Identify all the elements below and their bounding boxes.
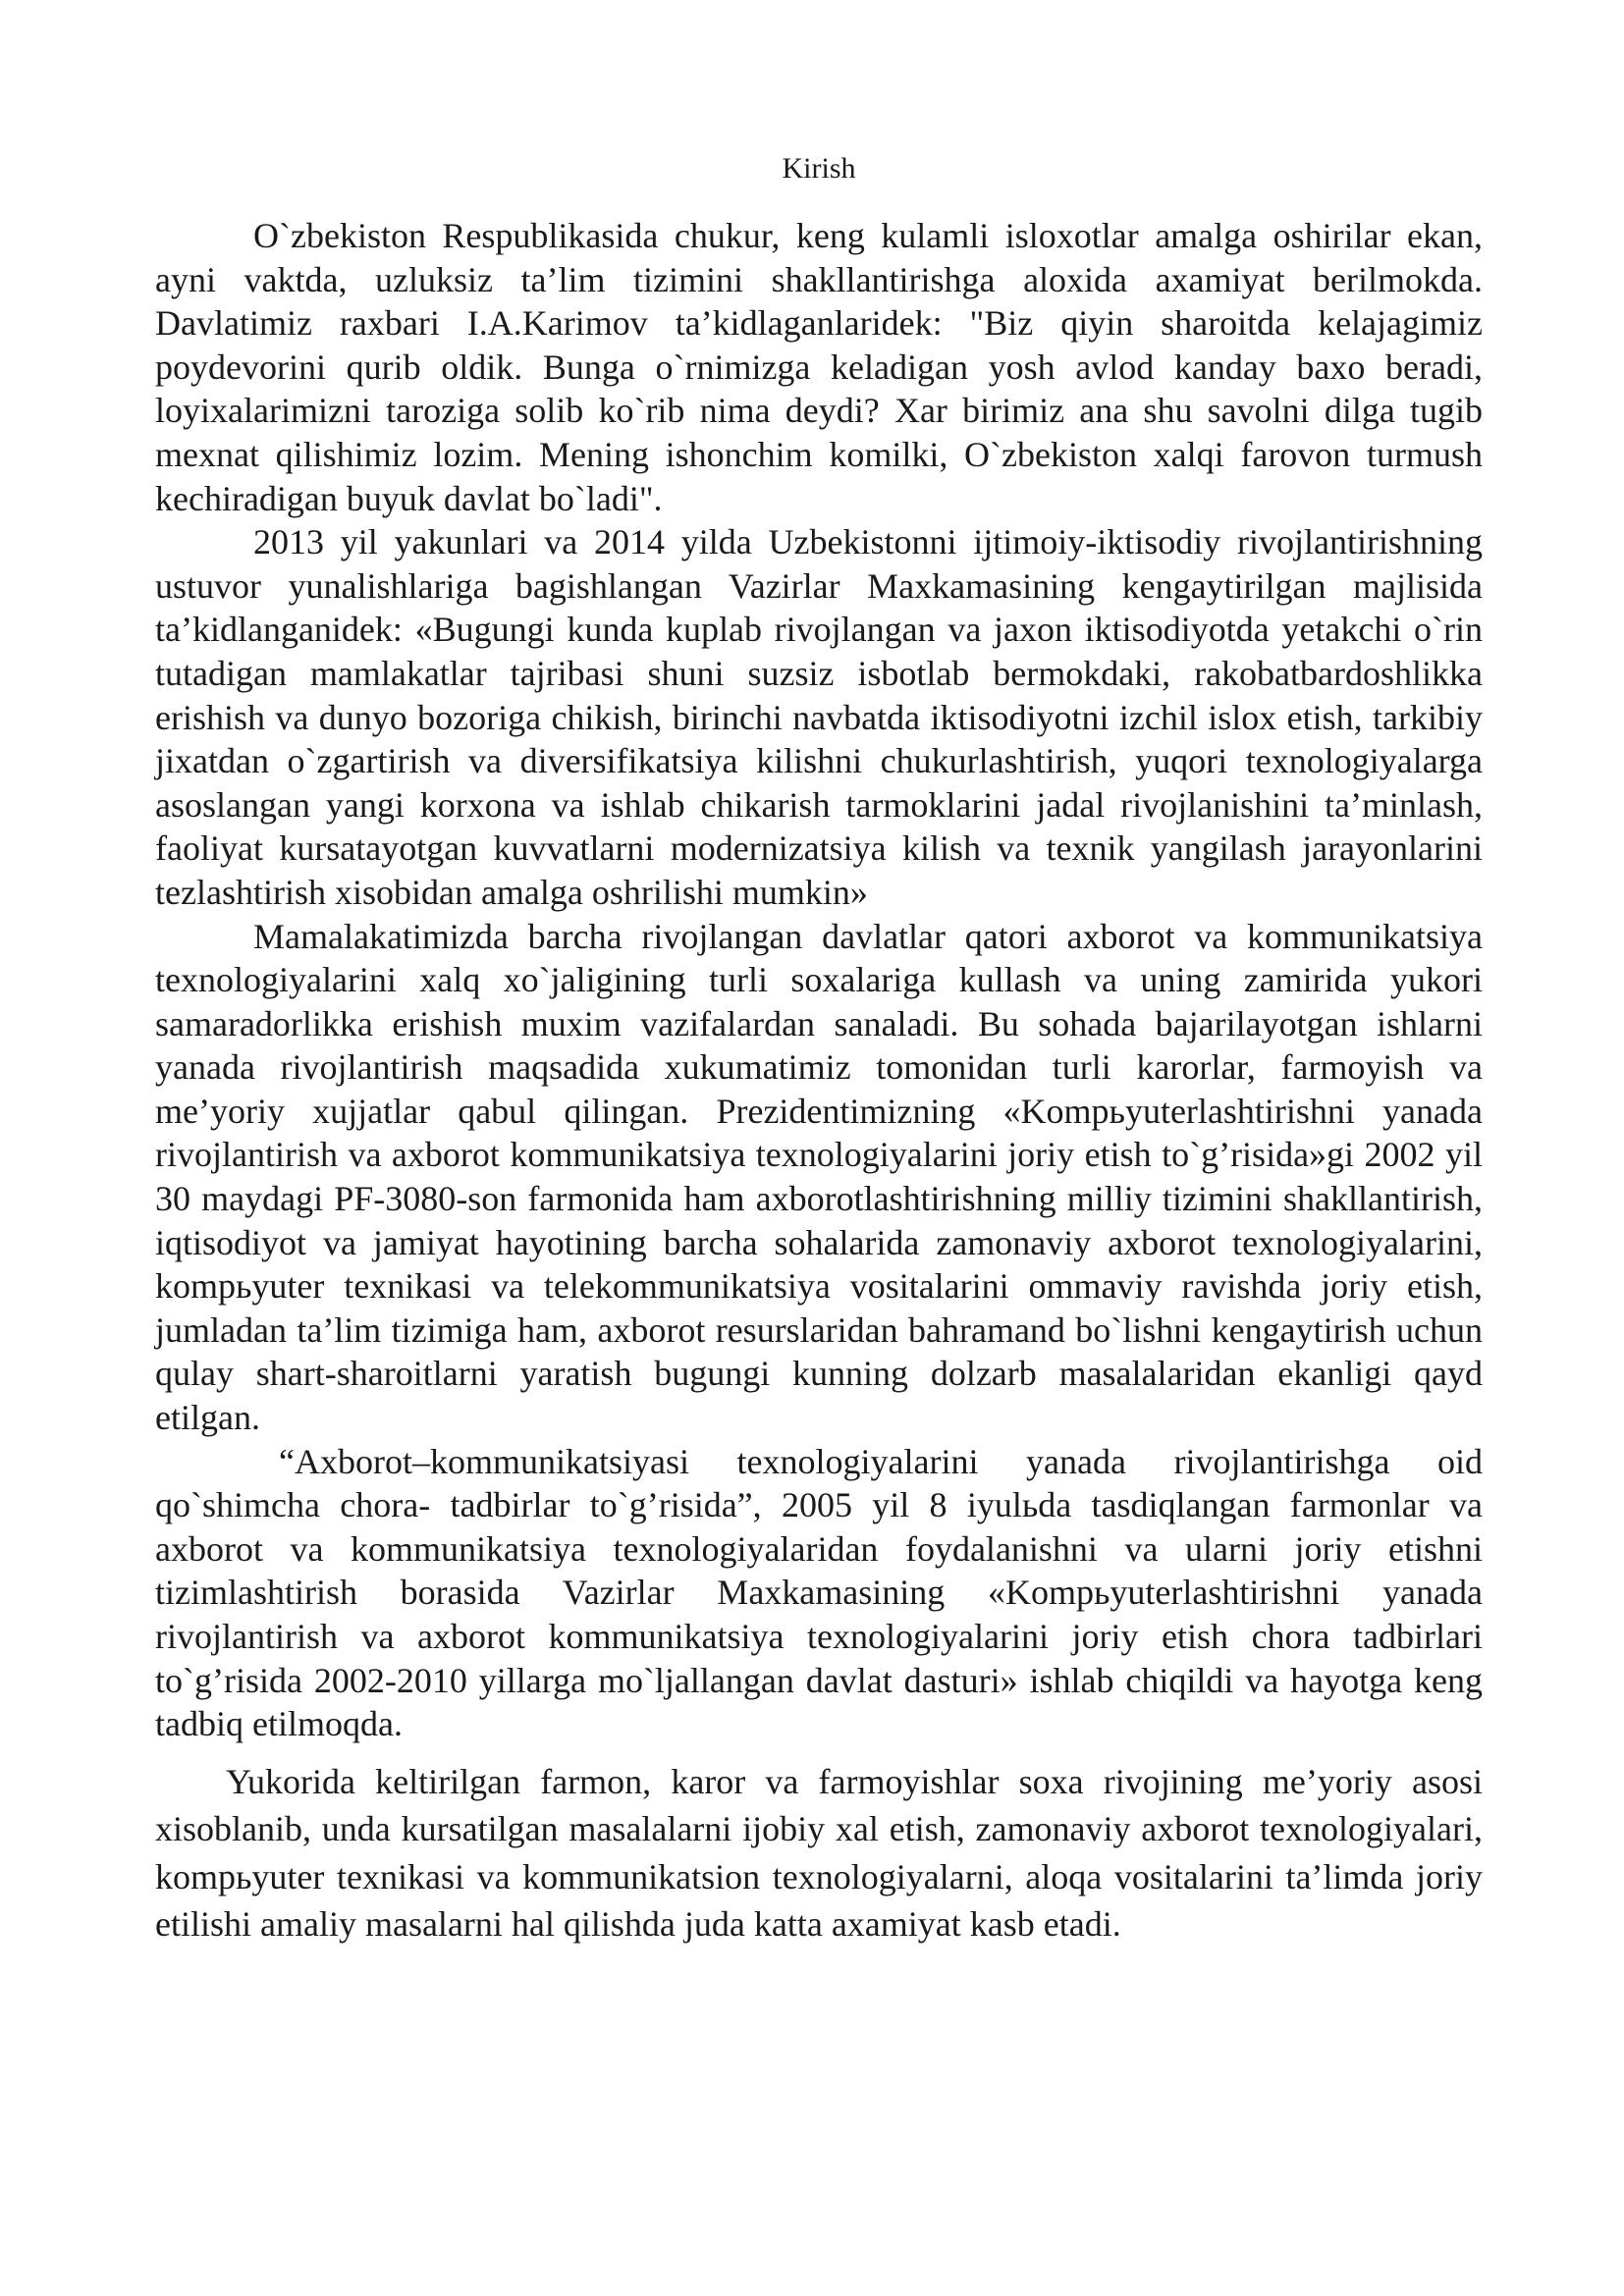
paragraph-2: 2013 yil yakunlari va 2014 yilda Uzbekistonni ijtimoiy-iktisodiy rivojlantirishning ustuvor yunalishlariga bagishlangan Vazirlar Maxkamasining kengaytirilgan majlisida ta’kidlanganidek: «Bugungi kunda kuplab rivojlangan va jaxon iktisodiyotda yetakchi o`rin tutadigan mamlakatlar tajribasi shuni suzsiz isbotlab bermokdaki, rakobatbardoshlikka erishish va dunyo bozoriga chikish, birinchi navbatda iktisodiyotni izchil islox etish, tarkibiy jixatdan o`zgartirish va diversifikatsiya kilishni chukurlashtirish, yuqori texnologiyalarga asoslangan yangi korxona va ishlab chikarish tarmoklarini jadal rivojlanishini ta’minlash, faoliyat kursatayotgan kuvvatlarni modernizatsiya kilish va texnik yangilash jarayonlarini tezlashtirish xisobidan amalga oshrilishi mumkin» (155, 522, 1483, 912)
paragraph-5: Yukorida keltirilgan farmon, karor va farmoyishlar soxa rivojining me’yoriy asosi xisoblanib, unda kursatilgan masalalarni ijobiy xal etish, zamonaviy axborot texnologiyalari, kompьyuter texnikasi va kommunikatsion texnologiyalarni, aloqa vositalarini ta’limda joriy etilishi amaliy masalarni hal qilishda juda katta axamiyat kasb etadi. (155, 1761, 1483, 1944)
document-page (155, 147, 1483, 1948)
paragraph-1: O`zbekiston Respublikasida chukur, keng kulamli isloxotlar amalga oshirilar ekan, ayni vaktda, uzluksiz ta’lim tizimini shakllantirishga aloxida axamiyat berilmokda. Davlatimiz raxbari I.A.Karimov ta’kidlaganlaridek: "Biz qiyin sharoitda kelajagimiz poydevorini qurib oldik. Bunga o`rnimizga keladigan yosh avlod kanday baxo beradi, loyixalarimizni taroziga solib ko`rib nima deydi? Xar birimiz ana shu savolni dilga tugib mexnat qilishimiz lozim. Mening ishonchim komilki, O`zbekiston xalqi farovon turmush kechiradigan buyuk davlat bo`ladi". (155, 216, 1483, 518)
page-title: Kirish (782, 152, 856, 185)
paragraph-4: “Axborot–kommunikatsiyasi texnologiyalarini yanada rivojlantirishga oid qo`shimcha chora- tadbirlar to`g’risida”, 2005 yil 8 iyulьda tasdiqlangan farmonlar va axborot va kommunikatsiya texnologiyalaridan foydalanishni va ularni joriy etishni tizimlashtirish borasida Vazirlar Maxkamasining «Kompьyuterlashtirishni yanada rivojlantirish va axborot kommunikatsiya texnologiyalarini joriy etish chora tadbirlari to`g’risida 2002-2010 yillarga mo`ljallangan davlat dasturi» ishlab chiqildi va hayotga keng tadbiq etilmoqda. (155, 1441, 1483, 1744)
paragraph-3: Mamalakatimizda barcha rivojlangan davlatlar qatori axborot va kommunikatsiya texnologiyalarini xalq xo`jaligining turli soxalariga kullash va uning zamirida yukori samaradorlikka erishish muxim vazifalardan sanaladi. Bu sohada bajarilayotgan ishlarni yanada rivojlantirish maqsadida xukumatimiz tomonidan turli karorlar, farmoyish va me’yoriy xujjatlar qabul qilingan. Prezidentimizning «Kompьyuterlashtirishni yanada rivojlantirish va axborot kommunikatsiya texnologiyalarini joriy etish to`g’risida»gi 2002 yil 30 maydagi PF-3080-son farmonida ham axborotlashtirishning milliy tizimini shakllantirish, iqtisodiyot va jamiyat hayotining barcha sohalarida zamonaviy axborot texnologiyalarini, kompьyuter texnikasi va telekommunikatsiya vositalarini ommaviy ravishda joriy etish, jumladan ta’lim tizimiga ham, axborot resurslaridan bahramand bo`lishni kengaytirish uchun qulay shart-sharoitlarni yaratish bugungi kunning dolzarb masalalaridan ekanligi qayd etilgan. (155, 916, 1483, 1438)
